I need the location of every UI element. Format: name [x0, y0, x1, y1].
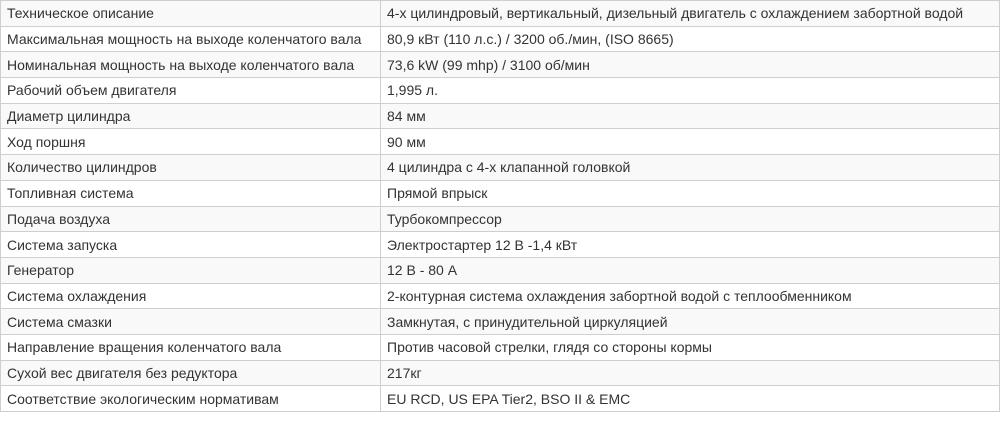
spec-value: Электростартер 12 В -1,4 кВт [381, 232, 1000, 258]
table-row [1, 206, 1000, 232]
spec-label: Количество цилиндров [1, 155, 381, 181]
spec-value: 84 мм [381, 103, 1000, 129]
table-row [1, 155, 1000, 181]
table-row [1, 78, 1000, 104]
table-row [1, 386, 1000, 412]
table-row [1, 180, 1000, 206]
spec-label: Направление вращения коленчатого вала [1, 334, 381, 360]
spec-value: 217кг [381, 360, 1000, 386]
spec-value: 4-х цилиндровый, вертикальный, дизельный двигатель с охлаждением забортной водой [381, 1, 1000, 27]
spec-label: Система запуска [1, 232, 381, 258]
spec-value: Замкнутая, с принудительной циркуляцией [381, 309, 1000, 335]
spec-value: 2-контурная система охлаждения забортной водой с теплообменником [381, 283, 1000, 309]
spec-value: 90 мм [381, 129, 1000, 155]
spec-value: 1,995 л. [381, 78, 1000, 104]
spec-label: Максимальная мощность на выходе коленчатого вала [1, 26, 381, 52]
table-row [1, 1, 1000, 27]
specifications-table-body [1, 1, 1000, 412]
spec-value: 4 цилиндра с 4-х клапанной головкой [381, 155, 1000, 181]
table-row [1, 309, 1000, 335]
spec-value: Против часовой стрелки, глядя со стороны кормы [381, 334, 1000, 360]
spec-label: Рабочий объем двигателя [1, 78, 381, 104]
spec-label: Диаметр цилиндра [1, 103, 381, 129]
spec-label: Подача воздуха [1, 206, 381, 232]
spec-label: Система смазки [1, 309, 381, 335]
table-row [1, 129, 1000, 155]
spec-value: 73,6 kW (99 mhp) / 3100 об/мин [381, 52, 1000, 78]
table-row [1, 52, 1000, 78]
spec-label: Номинальная мощность на выходе коленчатого вала [1, 52, 381, 78]
spec-label: Ход поршня [1, 129, 381, 155]
spec-label: Соответствие экологическим нормативам [1, 386, 381, 412]
spec-value: Турбокомпрессор [381, 206, 1000, 232]
spec-value: Прямой впрыск [381, 180, 1000, 206]
table-row [1, 283, 1000, 309]
table-row [1, 334, 1000, 360]
table-row [1, 26, 1000, 52]
spec-value: 12 В - 80 А [381, 257, 1000, 283]
spec-label: Генератор [1, 257, 381, 283]
table-row [1, 232, 1000, 258]
spec-label: Топливная система [1, 180, 381, 206]
spec-value: 80,9 кВт (110 л.с.) / 3200 об./мин, (ISO 8665) [381, 26, 1000, 52]
table-row [1, 257, 1000, 283]
spec-label: Система охлаждения [1, 283, 381, 309]
spec-label: Техническое описание [1, 1, 381, 27]
spec-label: Сухой вес двигателя без редуктора [1, 360, 381, 386]
table-row [1, 103, 1000, 129]
table-row [1, 360, 1000, 386]
spec-value: EU RCD, US EPA Tier2, BSO II & EMC [381, 386, 1000, 412]
